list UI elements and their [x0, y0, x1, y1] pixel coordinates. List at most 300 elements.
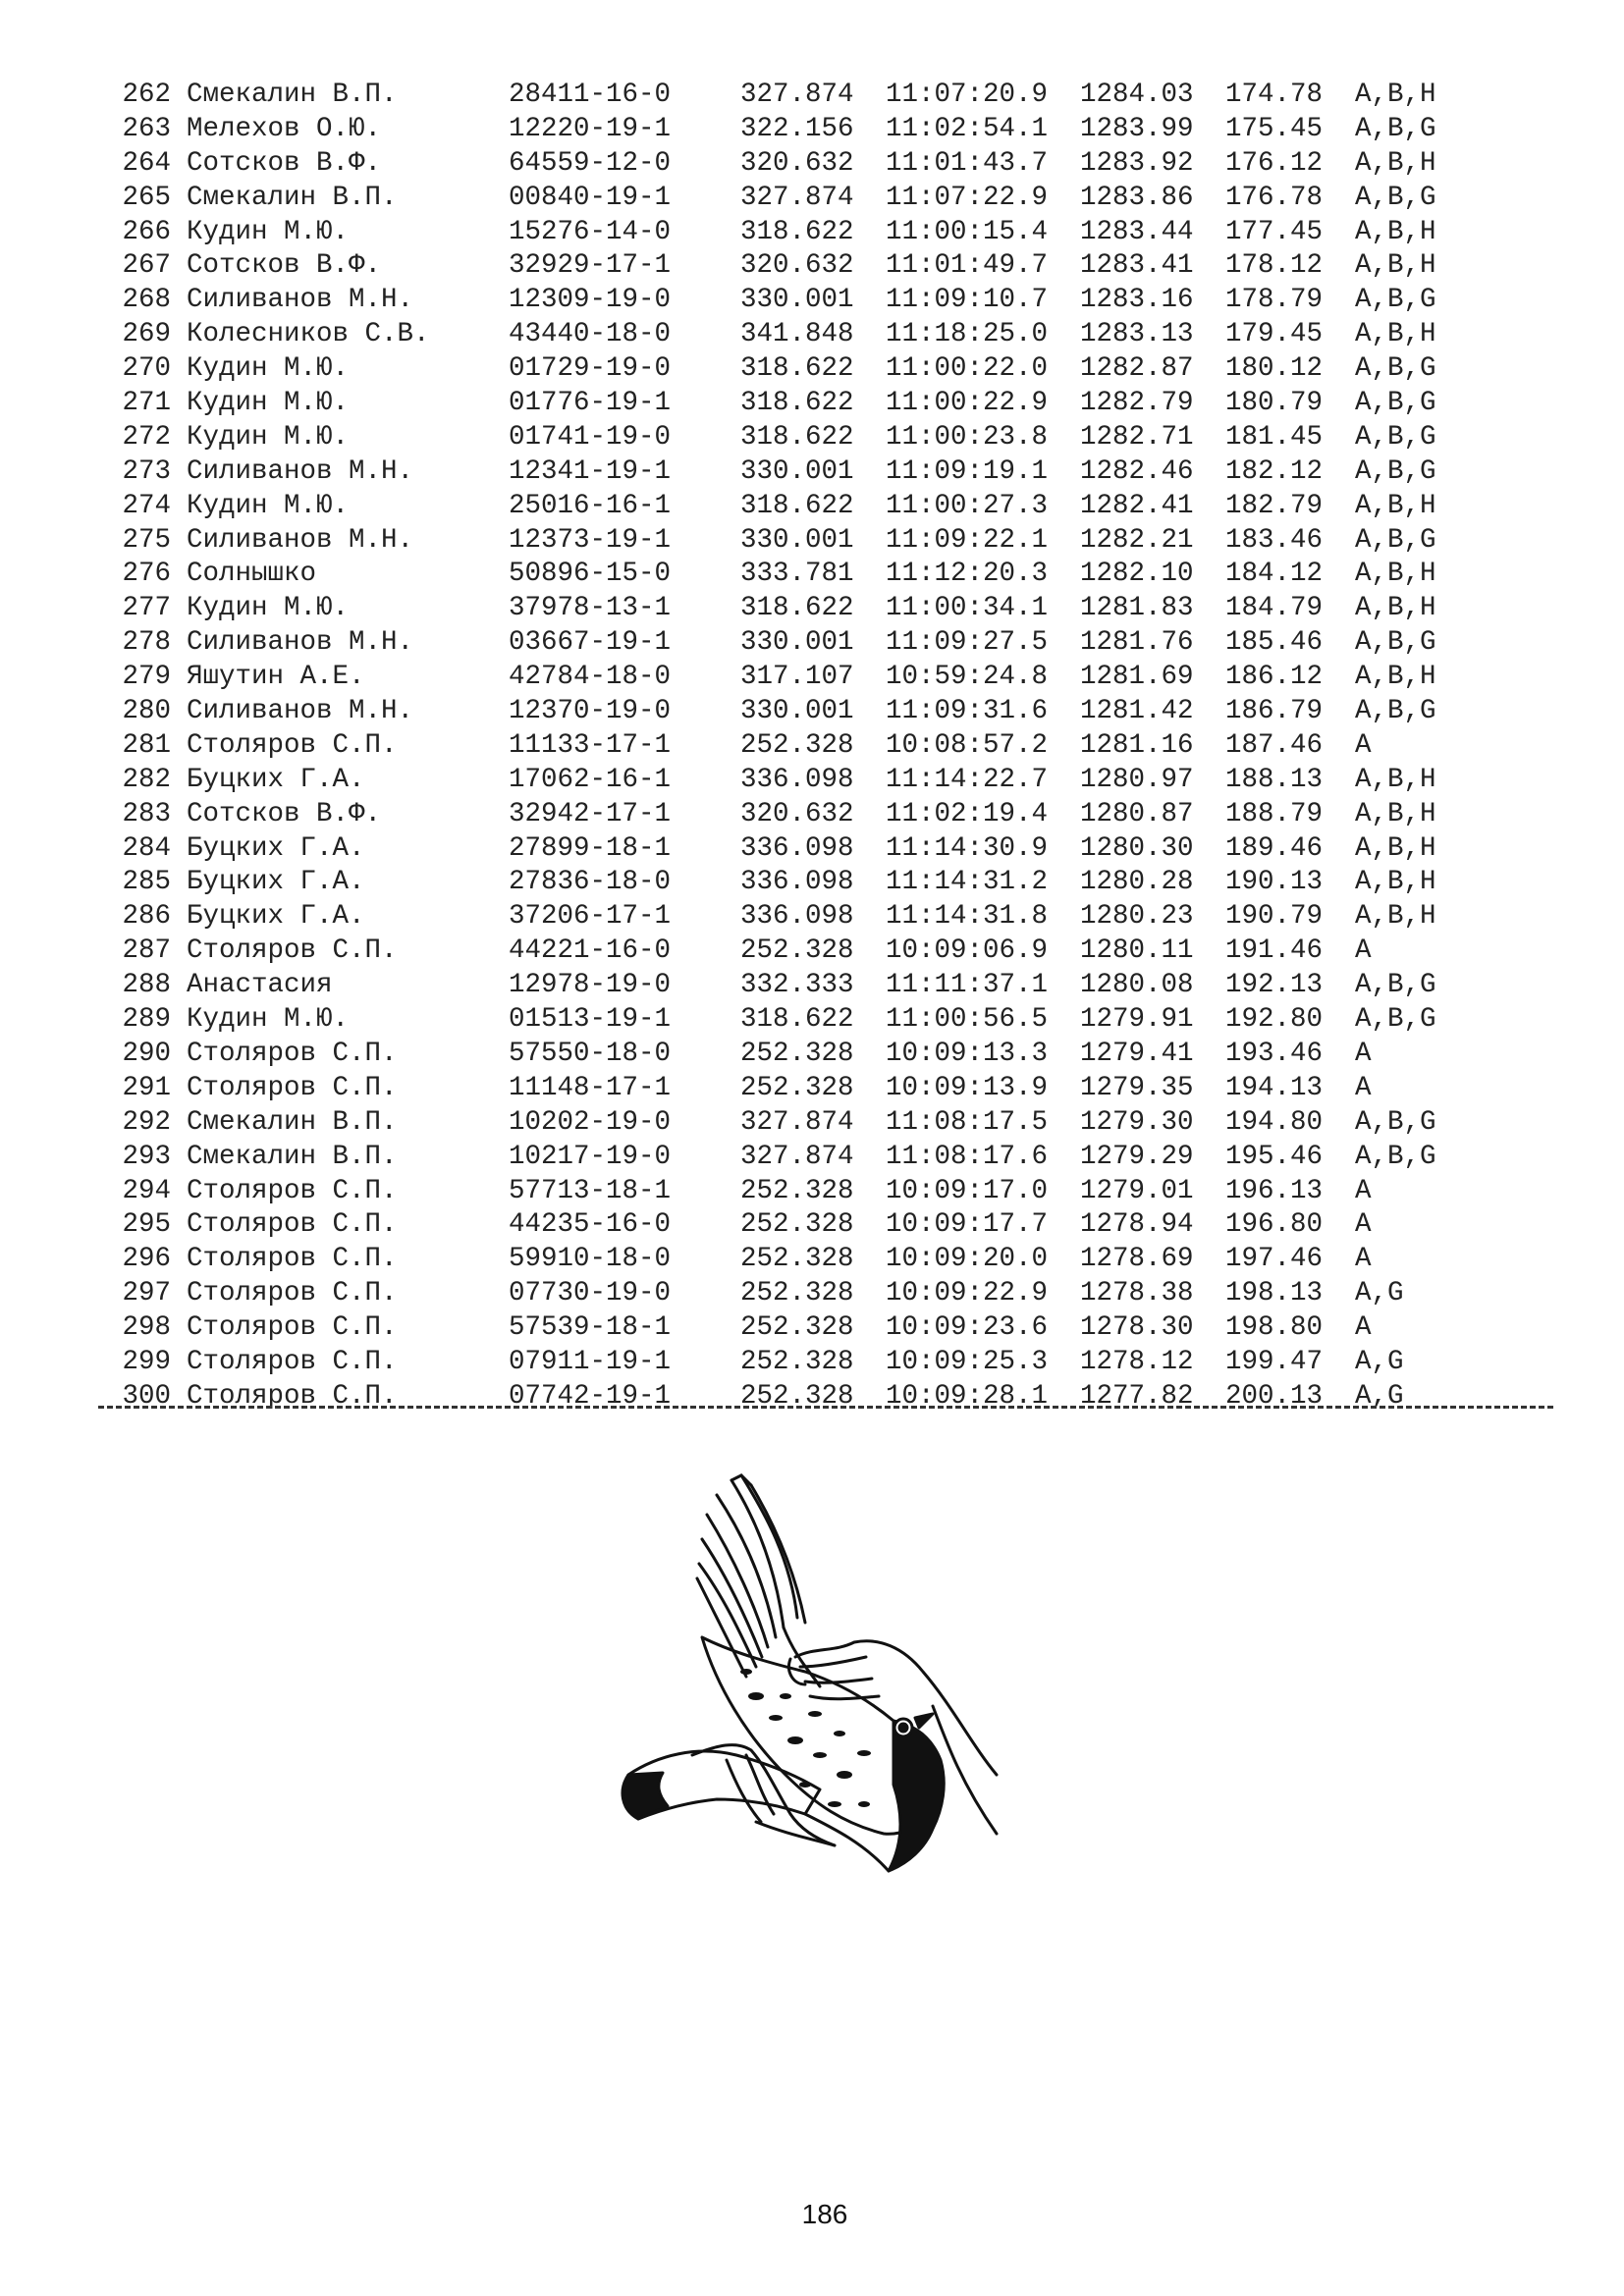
arrival-time: 11:00:22.9: [886, 388, 1049, 419]
row-number: 275: [122, 524, 171, 556]
category: A,B,H: [1355, 559, 1436, 590]
table-row: [114, 1277, 1453, 1311]
row-number: 296: [122, 1244, 171, 1275]
arrival-time: 11:08:17.6: [886, 1141, 1049, 1172]
distance: 320.632: [740, 147, 854, 179]
table-row: [114, 1106, 1453, 1141]
category: A,B,H: [1355, 901, 1436, 933]
ring-number: 12220-19-1: [509, 113, 672, 144]
points: 196.13: [1225, 1175, 1324, 1206]
row-number: 280: [122, 696, 171, 727]
points: 179.45: [1225, 319, 1324, 350]
points: 176.78: [1225, 182, 1324, 213]
table-row: [114, 1311, 1453, 1346]
table-row: [114, 387, 1453, 421]
table-row: [114, 1038, 1453, 1072]
table-row: [114, 1243, 1453, 1277]
distance: 318.622: [740, 490, 854, 521]
points: 184.12: [1225, 559, 1324, 590]
speed: 1280.08: [1080, 970, 1194, 1001]
table-row: [114, 524, 1453, 559]
ring-number: 07730-19-0: [509, 1278, 672, 1309]
speed: 1282.46: [1080, 455, 1194, 487]
owner-name: Смекалин В.П.: [187, 182, 398, 213]
arrival-time: 11:14:31.2: [886, 867, 1049, 898]
points: 185.46: [1225, 627, 1324, 659]
points: 187.46: [1225, 729, 1324, 761]
table-row: [114, 421, 1453, 455]
arrival-time: 11:12:20.3: [886, 559, 1049, 590]
points: 197.46: [1225, 1244, 1324, 1275]
owner-name: Колесников С.В.: [187, 319, 430, 350]
ring-number: 44221-16-0: [509, 935, 672, 967]
ring-number: 43440-18-0: [509, 319, 672, 350]
category: A,B,G: [1355, 182, 1436, 213]
speed: 1279.35: [1080, 1072, 1194, 1103]
owner-name: Столяров С.П.: [187, 1175, 398, 1206]
owner-name: Солнышко: [187, 559, 317, 590]
category: A,B,G: [1355, 696, 1436, 727]
speed: 1280.30: [1080, 832, 1194, 864]
arrival-time: 11:09:31.6: [886, 696, 1049, 727]
arrival-time: 10:09:25.3: [886, 1346, 1049, 1377]
points: 184.79: [1225, 593, 1324, 624]
category: A,B,H: [1355, 832, 1436, 864]
points: 178.79: [1225, 285, 1324, 316]
points: 194.13: [1225, 1072, 1324, 1103]
speed: 1279.29: [1080, 1141, 1194, 1172]
arrival-time: 11:11:37.1: [886, 970, 1049, 1001]
arrival-time: 10:09:06.9: [886, 935, 1049, 967]
row-number: 277: [122, 593, 171, 624]
speed: 1278.12: [1080, 1346, 1194, 1377]
ring-number: 10217-19-0: [509, 1141, 672, 1172]
owner-name: Кудин М.Ю.: [187, 216, 350, 247]
arrival-time: 11:02:19.4: [886, 798, 1049, 829]
speed: 1282.41: [1080, 490, 1194, 521]
ring-number: 57550-18-0: [509, 1038, 672, 1069]
distance: 327.874: [740, 1106, 854, 1138]
ring-number: 01513-19-1: [509, 1004, 672, 1036]
points: 182.79: [1225, 490, 1324, 521]
row-number: 276: [122, 559, 171, 590]
speed: 1282.21: [1080, 524, 1194, 556]
owner-name: Кудин М.Ю.: [187, 1004, 350, 1036]
ring-number: 50896-15-0: [509, 559, 672, 590]
ring-number: 07911-19-1: [509, 1346, 672, 1377]
owner-name: Силиванов М.Н.: [187, 524, 414, 556]
arrival-time: 11:07:22.9: [886, 182, 1049, 213]
speed: 1283.99: [1080, 113, 1194, 144]
category: A,B,H: [1355, 216, 1436, 247]
distance: 318.622: [740, 593, 854, 624]
owner-name: Буцких Г.А.: [187, 832, 365, 864]
owner-name: Кудин М.Ю.: [187, 353, 350, 385]
speed: 1283.16: [1080, 285, 1194, 316]
owner-name: Столяров С.П.: [187, 1346, 398, 1377]
row-number: 285: [122, 867, 171, 898]
distance: 252.328: [740, 1038, 854, 1069]
distance: 318.622: [740, 421, 854, 453]
row-number: 297: [122, 1278, 171, 1309]
arrival-time: 11:14:30.9: [886, 832, 1049, 864]
speed: 1282.10: [1080, 559, 1194, 590]
row-number: 299: [122, 1346, 171, 1377]
owner-name: Смекалин В.П.: [187, 1141, 398, 1172]
ring-number: 07742-19-1: [509, 1380, 672, 1412]
speed: 1282.71: [1080, 421, 1194, 453]
owner-name: Столяров С.П.: [187, 1312, 398, 1344]
table-row: [114, 1003, 1453, 1038]
distance: 327.874: [740, 1141, 854, 1172]
points: 182.12: [1225, 455, 1324, 487]
table-row: [114, 79, 1453, 113]
arrival-time: 10:09:28.1: [886, 1380, 1049, 1412]
arrival-time: 11:18:25.0: [886, 319, 1049, 350]
ring-number: 57713-18-1: [509, 1175, 672, 1206]
distance: 336.098: [740, 764, 854, 795]
distance: 252.328: [740, 1312, 854, 1344]
points: 180.79: [1225, 388, 1324, 419]
owner-name: Столяров С.П.: [187, 1072, 398, 1103]
category: A,B,H: [1355, 147, 1436, 179]
row-number: 291: [122, 1072, 171, 1103]
owner-name: Кудин М.Ю.: [187, 388, 350, 419]
category: A,G: [1355, 1346, 1404, 1377]
owner-name: Столяров С.П.: [187, 729, 398, 761]
owner-name: Силиванов М.Н.: [187, 627, 414, 659]
distance: 330.001: [740, 627, 854, 659]
points: 174.78: [1225, 80, 1324, 110]
ring-number: 12309-19-0: [509, 285, 672, 316]
results-table: [114, 79, 1453, 1415]
row-number: 293: [122, 1141, 171, 1172]
row-number: 298: [122, 1312, 171, 1344]
row-number: 290: [122, 1038, 171, 1069]
points: 200.13: [1225, 1380, 1324, 1412]
owner-name: Анастасия: [187, 970, 333, 1001]
arrival-time: 11:14:31.8: [886, 901, 1049, 933]
points: 191.46: [1225, 935, 1324, 967]
owner-name: Столяров С.П.: [187, 935, 398, 967]
ring-number: 11133-17-1: [509, 729, 672, 761]
ring-number: 37978-13-1: [509, 593, 672, 624]
arrival-time: 10:09:20.0: [886, 1244, 1049, 1275]
category: A: [1355, 1244, 1372, 1275]
ring-number: 28411-16-0: [509, 80, 672, 110]
points: 199.47: [1225, 1346, 1324, 1377]
category: A,B,H: [1355, 662, 1436, 693]
distance: 252.328: [740, 729, 854, 761]
row-number: 287: [122, 935, 171, 967]
category: A: [1355, 1312, 1372, 1344]
category: A,B,H: [1355, 764, 1436, 795]
ring-number: 01741-19-0: [509, 421, 672, 453]
table-row: [114, 729, 1453, 764]
table-row: [114, 661, 1453, 695]
owner-name: Мелехов О.Ю.: [187, 113, 382, 144]
distance: 252.328: [740, 1072, 854, 1103]
ring-number: 64559-12-0: [509, 147, 672, 179]
distance: 330.001: [740, 696, 854, 727]
distance: 317.107: [740, 662, 854, 693]
ring-number: 01729-19-0: [509, 353, 672, 385]
row-number: 270: [122, 353, 171, 385]
distance: 330.001: [740, 285, 854, 316]
speed: 1283.86: [1080, 182, 1194, 213]
ring-number: 32929-17-1: [509, 250, 672, 282]
row-number: 274: [122, 490, 171, 521]
row-number: 278: [122, 627, 171, 659]
category: A,B,H: [1355, 250, 1436, 282]
row-number: 268: [122, 285, 171, 316]
ring-number: 25016-16-1: [509, 490, 672, 521]
ring-number: 12370-19-0: [509, 696, 672, 727]
owner-name: Столяров С.П.: [187, 1278, 398, 1309]
table-row: [114, 592, 1453, 626]
points: 193.46: [1225, 1038, 1324, 1069]
category: A,B,H: [1355, 867, 1436, 898]
ring-number: 27836-18-0: [509, 867, 672, 898]
distance: 320.632: [740, 798, 854, 829]
owner-name: Столяров С.П.: [187, 1380, 398, 1412]
speed: 1281.16: [1080, 729, 1194, 761]
row-number: 263: [122, 113, 171, 144]
distance: 333.781: [740, 559, 854, 590]
row-number: 281: [122, 729, 171, 761]
ring-number: 44235-16-0: [509, 1209, 672, 1241]
row-number: 295: [122, 1209, 171, 1241]
owner-name: Кудин М.Ю.: [187, 490, 350, 521]
owner-name: Столяров С.П.: [187, 1209, 398, 1241]
row-number: 292: [122, 1106, 171, 1138]
category: A,B,H: [1355, 490, 1436, 521]
distance: 252.328: [740, 1175, 854, 1206]
table-row: [114, 969, 1453, 1003]
points: 190.13: [1225, 867, 1324, 898]
category: A,B,G: [1355, 113, 1436, 144]
speed: 1278.30: [1080, 1312, 1194, 1344]
table-row: [114, 1072, 1453, 1106]
points: 176.12: [1225, 147, 1324, 179]
arrival-time: 11:00:56.5: [886, 1004, 1049, 1036]
ring-number: 32942-17-1: [509, 798, 672, 829]
category: A,B,G: [1355, 421, 1436, 453]
category: A,B,H: [1355, 798, 1436, 829]
speed: 1280.87: [1080, 798, 1194, 829]
arrival-time: 11:00:23.8: [886, 421, 1049, 453]
owner-name: Смекалин В.П.: [187, 80, 398, 110]
table-row: [114, 626, 1453, 661]
row-number: 264: [122, 147, 171, 179]
speed: 1281.83: [1080, 593, 1194, 624]
category: A,G: [1355, 1380, 1404, 1412]
points: 192.13: [1225, 970, 1324, 1001]
speed: 1279.91: [1080, 1004, 1194, 1036]
arrival-time: 10:09:17.7: [886, 1209, 1049, 1241]
ring-number: 17062-16-1: [509, 764, 672, 795]
arrival-time: 11:09:27.5: [886, 627, 1049, 659]
speed: 1282.87: [1080, 353, 1194, 385]
row-number: 267: [122, 250, 171, 282]
table-row: [114, 1346, 1453, 1380]
points: 192.80: [1225, 1004, 1324, 1036]
speed: 1283.13: [1080, 319, 1194, 350]
distance: 252.328: [740, 1244, 854, 1275]
row-number: 269: [122, 319, 171, 350]
category: A: [1355, 935, 1372, 967]
owner-name: Буцких Г.А.: [187, 867, 365, 898]
points: 188.13: [1225, 764, 1324, 795]
points: 186.79: [1225, 696, 1324, 727]
row-number: 288: [122, 970, 171, 1001]
arrival-time: 10:09:13.9: [886, 1072, 1049, 1103]
ring-number: 59910-18-0: [509, 1244, 672, 1275]
owner-name: Буцких Г.А.: [187, 901, 365, 933]
speed: 1278.69: [1080, 1244, 1194, 1275]
distance: 318.622: [740, 1004, 854, 1036]
row-number: 294: [122, 1175, 171, 1206]
points: 177.45: [1225, 216, 1324, 247]
points: 183.46: [1225, 524, 1324, 556]
speed: 1281.69: [1080, 662, 1194, 693]
pigeon-in-hand-icon: [609, 1461, 1041, 2030]
points: 175.45: [1225, 113, 1324, 144]
ring-number: 11148-17-1: [509, 1072, 672, 1103]
table-row: [114, 1208, 1453, 1243]
page-number: 186: [801, 2199, 848, 2229]
table-row: [114, 798, 1453, 832]
speed: 1280.28: [1080, 867, 1194, 898]
arrival-time: 10:08:57.2: [886, 729, 1049, 761]
owner-name: Сотсков В.Ф.: [187, 798, 382, 829]
owner-name: Силиванов М.Н.: [187, 285, 414, 316]
distance: 320.632: [740, 250, 854, 282]
table-row: [114, 216, 1453, 250]
distance: 327.874: [740, 182, 854, 213]
category: A,B,H: [1355, 319, 1436, 350]
distance: 322.156: [740, 113, 854, 144]
table-row: [114, 455, 1453, 490]
table-row: [114, 147, 1453, 182]
table-row: [114, 832, 1453, 867]
points: 198.13: [1225, 1278, 1324, 1309]
category: A,B,G: [1355, 455, 1436, 487]
owner-name: Кудин М.Ю.: [187, 421, 350, 453]
ring-number: 27899-18-1: [509, 832, 672, 864]
owner-name: Яшутин А.Е.: [187, 662, 365, 693]
row-number: 271: [122, 388, 171, 419]
speed: 1282.79: [1080, 388, 1194, 419]
points: 195.46: [1225, 1141, 1324, 1172]
category: A: [1355, 729, 1372, 761]
arrival-time: 10:09:22.9: [886, 1278, 1049, 1309]
distance: 318.622: [740, 353, 854, 385]
distance: 336.098: [740, 901, 854, 933]
row-number: 265: [122, 182, 171, 213]
speed: 1278.38: [1080, 1278, 1194, 1309]
table-row: [114, 934, 1453, 969]
owner-name: Сотсков В.Ф.: [187, 250, 382, 282]
arrival-time: 10:09:13.3: [886, 1038, 1049, 1069]
distance: 341.848: [740, 319, 854, 350]
table-row: [114, 866, 1453, 900]
row-number: 262: [122, 80, 171, 110]
arrival-time: 10:59:24.8: [886, 662, 1049, 693]
table-row: [114, 1380, 1453, 1415]
category: A,B,H: [1355, 593, 1436, 624]
category: A,B,G: [1355, 353, 1436, 385]
arrival-time: 11:00:27.3: [886, 490, 1049, 521]
category: A: [1355, 1038, 1372, 1069]
speed: 1283.44: [1080, 216, 1194, 247]
ring-number: 00840-19-1: [509, 182, 672, 213]
table-row: [114, 284, 1453, 318]
category: A,G: [1355, 1278, 1404, 1309]
arrival-time: 11:14:22.7: [886, 764, 1049, 795]
row-number: 272: [122, 421, 171, 453]
ring-number: 01776-19-1: [509, 388, 672, 419]
speed: 1278.94: [1080, 1209, 1194, 1241]
ring-number: 57539-18-1: [509, 1312, 672, 1344]
distance: 330.001: [740, 524, 854, 556]
table-row: [114, 695, 1453, 729]
owner-name: Столяров С.П.: [187, 1244, 398, 1275]
arrival-time: 11:07:20.9: [886, 80, 1049, 110]
row-number: 284: [122, 832, 171, 864]
row-number: 286: [122, 901, 171, 933]
table-row: [114, 764, 1453, 798]
table-row: [114, 558, 1453, 592]
points: 189.46: [1225, 832, 1324, 864]
table-row: [114, 1175, 1453, 1209]
category: A,B,G: [1355, 1004, 1436, 1036]
owner-name: Кудин М.Ю.: [187, 593, 350, 624]
ring-number: 12373-19-1: [509, 524, 672, 556]
dashed-separator: [98, 1406, 1553, 1409]
arrival-time: 11:09:19.1: [886, 455, 1049, 487]
arrival-time: 11:02:54.1: [886, 113, 1049, 144]
owner-name: Столяров С.П.: [187, 1038, 398, 1069]
points: 178.12: [1225, 250, 1324, 282]
row-number: 289: [122, 1004, 171, 1036]
category: A,B,G: [1355, 1141, 1436, 1172]
distance: 327.874: [740, 80, 854, 110]
arrival-time: 11:00:22.0: [886, 353, 1049, 385]
distance: 332.333: [740, 970, 854, 1001]
points: 194.80: [1225, 1106, 1324, 1138]
distance: 252.328: [740, 1278, 854, 1309]
row-number: 266: [122, 216, 171, 247]
distance: 318.622: [740, 216, 854, 247]
points: 198.80: [1225, 1312, 1324, 1344]
category: A,B,G: [1355, 285, 1436, 316]
speed: 1279.01: [1080, 1175, 1194, 1206]
distance: 252.328: [740, 1380, 854, 1412]
distance: 336.098: [740, 867, 854, 898]
owner-name: Буцких Г.А.: [187, 764, 365, 795]
arrival-time: 11:08:17.5: [886, 1106, 1049, 1138]
points: 188.79: [1225, 798, 1324, 829]
distance: 336.098: [740, 832, 854, 864]
points: 186.12: [1225, 662, 1324, 693]
speed: 1284.03: [1080, 80, 1194, 110]
table-row: [114, 113, 1453, 147]
points: 190.79: [1225, 901, 1324, 933]
category: A,B,G: [1355, 388, 1436, 419]
table-row: [114, 352, 1453, 387]
arrival-time: 10:09:23.6: [886, 1312, 1049, 1344]
